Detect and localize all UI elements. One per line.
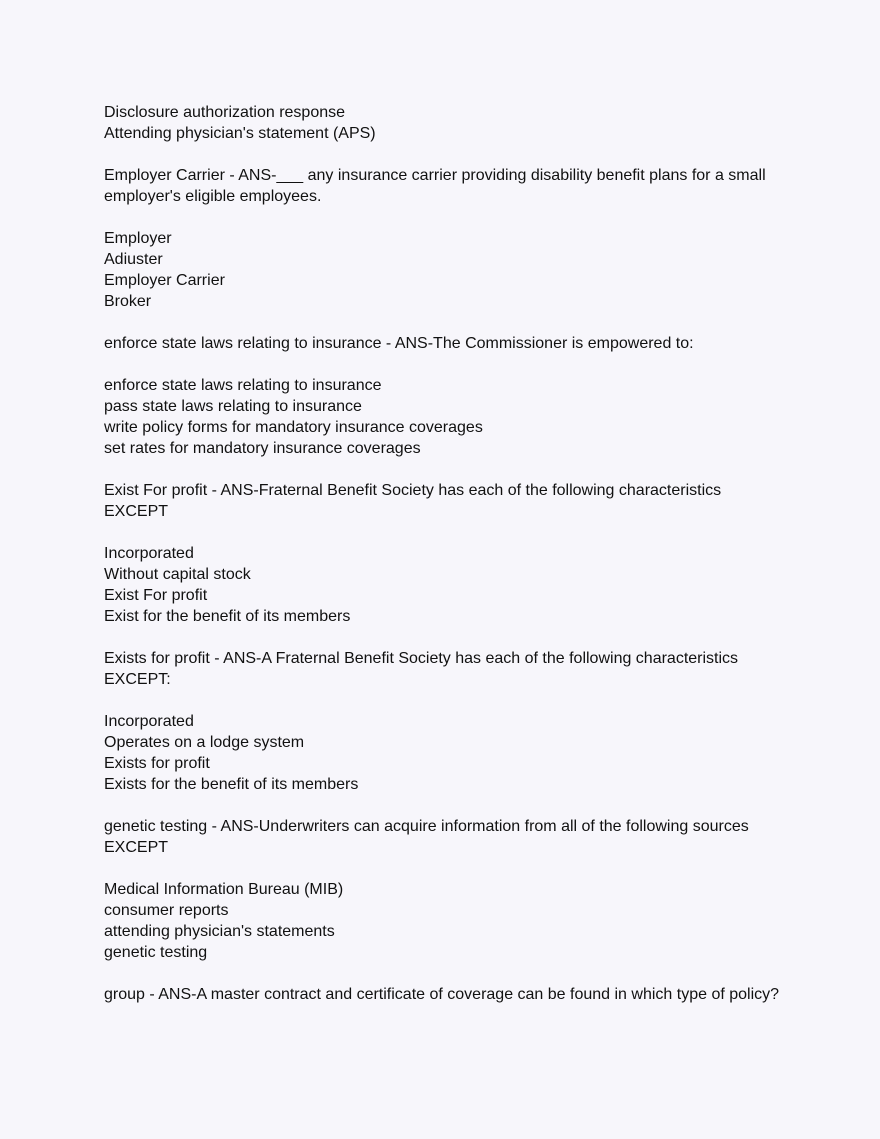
text-line: Employer Carrier bbox=[104, 272, 225, 289]
text-line: consumer reports bbox=[104, 902, 229, 919]
text-line: Exist For profit - ANS-Fraternal Benefit Society has each of the following characteristics bbox=[104, 482, 722, 499]
text-paragraph bbox=[104, 648, 779, 690]
text-paragraph bbox=[104, 375, 779, 459]
text-paragraph bbox=[104, 816, 779, 858]
text-paragraph bbox=[104, 333, 779, 354]
text-line: group - ANS-A master contract and certificate of coverage can be found in which type of policy? bbox=[104, 986, 780, 1003]
text-line: pass state laws relating to insurance bbox=[104, 398, 362, 415]
text-line: Adiuster bbox=[104, 251, 163, 268]
text-line: Employer bbox=[104, 230, 172, 247]
text-line: Broker bbox=[104, 293, 152, 310]
text-paragraph bbox=[104, 102, 779, 144]
text-paragraph bbox=[104, 165, 779, 207]
text-line: employer's eligible employees. bbox=[104, 188, 322, 205]
text-line: Employer Carrier - ANS-___ any insurance carrier providing disability benefit plans for a small bbox=[104, 167, 766, 184]
text-paragraph bbox=[104, 984, 779, 1005]
text-line: Exists for profit bbox=[104, 755, 210, 772]
text-paragraph bbox=[104, 480, 779, 522]
text-line: Attending physician's statement (APS) bbox=[104, 125, 376, 142]
text-line: Without capital stock bbox=[104, 566, 251, 583]
text-line: Operates on a lodge system bbox=[104, 734, 305, 751]
text-line: Incorporated bbox=[104, 545, 194, 562]
text-line: EXCEPT: bbox=[104, 671, 171, 688]
text-line: genetic testing - ANS-Underwriters can acquire information from all of the following sources bbox=[104, 818, 749, 835]
text-paragraph bbox=[104, 543, 779, 627]
text-line: set rates for mandatory insurance coverages bbox=[104, 440, 421, 457]
text-line: EXCEPT bbox=[104, 503, 169, 520]
document-page bbox=[104, 102, 779, 1026]
text-line: write policy forms for mandatory insurance coverages bbox=[104, 419, 483, 436]
text-paragraph bbox=[104, 711, 779, 795]
text-line: Exist For profit bbox=[104, 587, 208, 604]
text-line: Exists for profit - ANS-A Fraternal Benefit Society has each of the following characteristics bbox=[104, 650, 739, 667]
text-line: enforce state laws relating to insurance bbox=[104, 377, 382, 394]
text-paragraph bbox=[104, 228, 779, 312]
text-paragraph bbox=[104, 879, 779, 963]
text-line: Exist for the benefit of its members bbox=[104, 608, 351, 625]
text-line: enforce state laws relating to insurance - ANS-The Commissioner is empowered to: bbox=[104, 335, 694, 352]
text-line: genetic testing bbox=[104, 944, 208, 961]
text-line: EXCEPT bbox=[104, 839, 169, 856]
text-line: Medical Information Bureau (MIB) bbox=[104, 881, 344, 898]
text-line: Exists for the benefit of its members bbox=[104, 776, 359, 793]
text-line: Disclosure authorization response bbox=[104, 104, 346, 121]
text-line: Incorporated bbox=[104, 713, 194, 730]
text-line: attending physician's statements bbox=[104, 923, 335, 940]
